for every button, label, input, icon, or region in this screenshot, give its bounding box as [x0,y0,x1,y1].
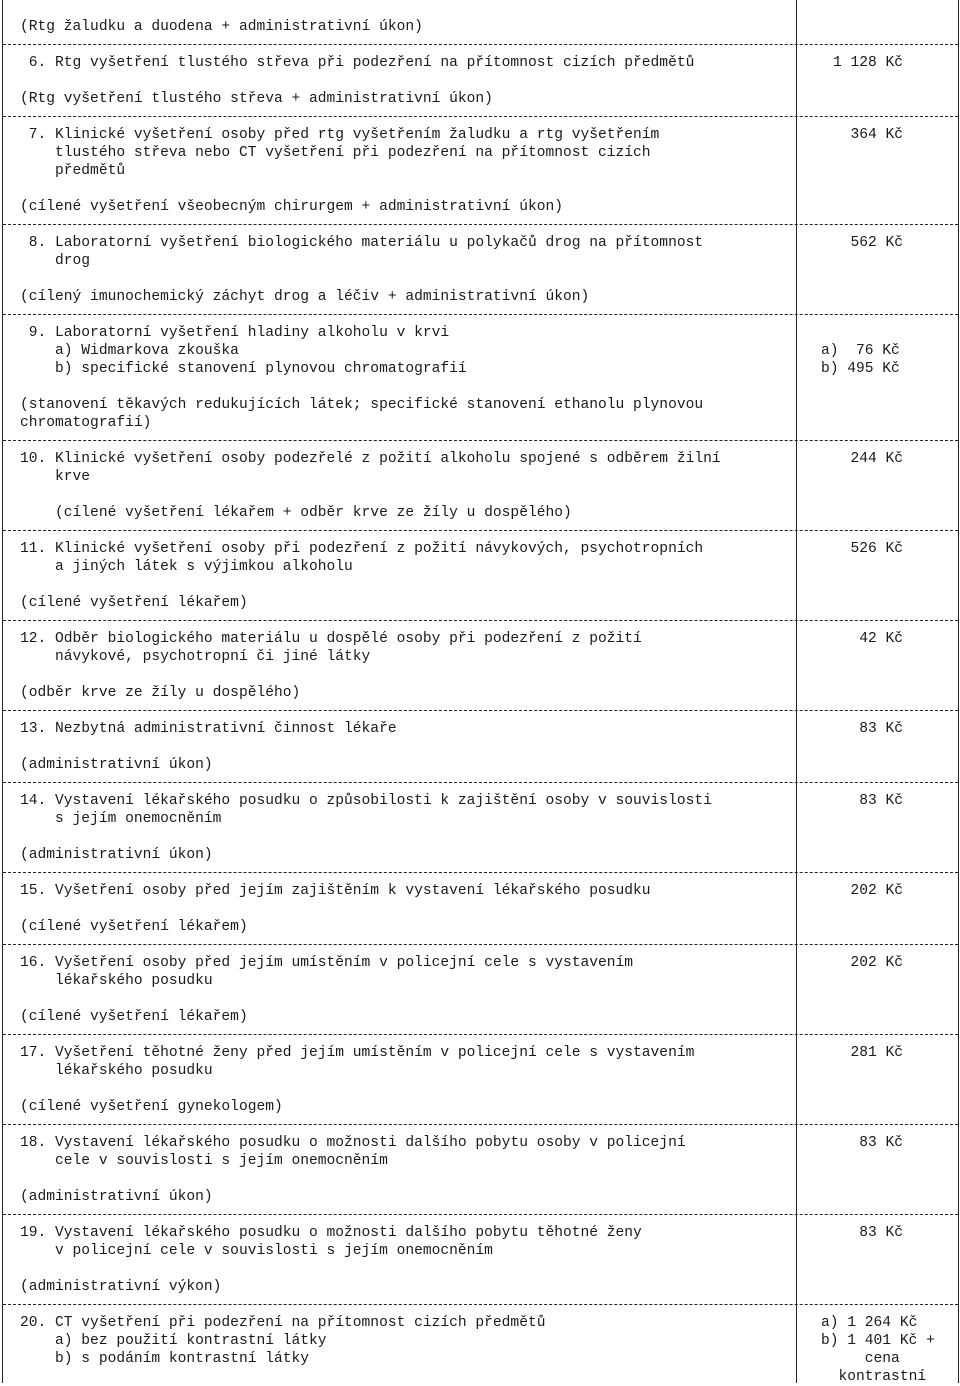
description-line: b) s podáním kontrastní látky [20,1351,310,1367]
item-description [20,1044,790,1116]
description-line: s jejím onemocněním [20,811,222,827]
description-line [20,738,790,756]
description-line: návykové, psychotropní či jiné látky [20,649,371,665]
item-price [803,792,953,810]
item-price [803,324,953,378]
column-divider [796,0,797,1383]
row-separator [3,782,958,783]
row-separator [3,1034,958,1035]
price-line: b) 1 401 Kč + [821,1333,935,1349]
price-line: b) 495 Kč [821,361,900,377]
description-line: 15. Vyšetření osoby před jejím zajištěním k vystavení lékařského posudku [20,883,651,899]
price-line: 83 Kč [859,721,903,737]
description-line [20,900,790,918]
price-line: 202 Kč [850,955,903,971]
price-line: 202 Kč [850,883,903,899]
item-price [803,720,953,738]
description-line: 8. Laboratorní vyšetření biologického materiálu u polykačů drog na přítomnost [20,235,704,251]
description-line [20,180,790,198]
row-separator [3,1124,958,1125]
description-line: (stanovení těkavých redukujících látek; specifické stanovení ethanolu plynovou [20,397,704,413]
description-line [20,1080,790,1098]
description-line: 10. Klinické vyšetření osoby podezřelé z požití alkoholu spojené s odběrem žilní [20,451,721,467]
description-line: krve [20,469,91,485]
item-description [20,324,790,432]
item-price [803,54,953,72]
description-line [20,270,790,288]
description-line: chromatografií) [20,415,152,431]
description-line: a) Widmarkova zkouška [20,343,239,359]
description-line [20,1260,790,1278]
item-price [803,1224,953,1242]
description-line: (odběr krve ze žíly u dospělého) [20,685,301,701]
description-line [20,828,790,846]
item-description [20,54,790,108]
item-description [20,954,790,1026]
item-description [20,792,790,864]
description-line: cele v souvislosti s jejím onemocněním [20,1153,388,1169]
description-line: 17. Vyšetření těhotné ženy před jejím umístěním v policejní cele s vystavením [20,1045,695,1061]
description-line [20,378,790,396]
item-description [20,720,790,774]
description-line [20,666,790,684]
description-line: (administrativní úkon) [20,757,213,773]
description-line: (administrativní úkon) [20,1189,213,1205]
description-line: (cílené vyšetření všeobecným chirurgem + administrativní úkon) [20,199,563,215]
description-line: v policejní cele v souvislosti s jejím onemocněním [20,1243,493,1259]
description-line: (cílené vyšetření lékařem) [20,595,248,611]
description-line: 14. Vystavení lékařského posudku o způsobilosti k zajištění osoby v souvislosti [20,793,712,809]
description-line: 12. Odběr biologického materiálu u dospělé osoby při podezření z požití [20,631,642,647]
item-price [803,1314,953,1386]
description-line: lékařského posudku [20,973,213,989]
price-line: kontrastní [821,1369,927,1385]
row-separator [3,116,958,117]
description-line [20,576,790,594]
description-line: 6. Rtg vyšetření tlustého střeva při podezření na přítomnost cizích předmětů [20,55,695,71]
price-line: 526 Kč [850,541,903,557]
price-line: 83 Kč [859,1135,903,1151]
item-price [803,126,953,144]
item-description [20,450,790,522]
description-line: 16. Vyšetření osoby před jejím umístěním v policejní cele s vystavením [20,955,634,971]
price-line: 244 Kč [850,451,903,467]
description-line: 7. Klinické vyšetření osoby před rtg vyšetřením žaludku a rtg vyšetřením [20,127,660,143]
item-price [803,630,953,648]
description-line: (Rtg vyšetření tlustého střeva + administrativní úkon) [20,91,493,107]
price-line: 83 Kč [859,1225,903,1241]
item-description [20,540,790,612]
price-line: 281 Kč [850,1045,903,1061]
price-line: 83 Kč [859,793,903,809]
item-description [20,1314,790,1368]
item-price [803,1134,953,1152]
description-line: 13. Nezbytná administrativní činnost lékaře [20,721,397,737]
row-separator [3,872,958,873]
row-separator [3,44,958,45]
row-separator [3,944,958,945]
row-separator [3,1304,958,1305]
description-line: lékařského posudku [20,1063,213,1079]
item-description [20,882,790,936]
description-line: b) specifické stanovení plynovou chromatografií [20,361,467,377]
item-description [20,1134,790,1206]
description-line: 9. Laboratorní vyšetření hladiny alkoholu v krvi [20,325,450,341]
row-separator [3,314,958,315]
description-line: 11. Klinické vyšetření osoby při podezření z požití návykových, psychotropních [20,541,704,557]
description-line: drog [20,253,91,269]
row-separator [3,530,958,531]
description-line: (cílené vyšetření lékařem) [20,1009,248,1025]
item-description [20,18,790,36]
item-description [20,630,790,702]
item-price [803,1044,953,1062]
price-line: a) 76 Kč [821,343,900,359]
description-line: 20. CT vyšetření při podezření na přítomnost cizích předmětů [20,1315,546,1331]
item-price [803,540,953,558]
description-line: (administrativní úkon) [20,847,213,863]
description-line: (cílené vyšetření lékařem) [20,919,248,935]
row-separator [3,620,958,621]
description-line: (cílený imunochemický záchyt drog a léčiv + administrativní úkon) [20,289,590,305]
description-line: předmětů [20,163,126,179]
description-line: (cílené vyšetření gynekologem) [20,1099,283,1115]
item-price [803,450,953,468]
price-line: a) 1 264 Kč [821,1315,918,1331]
price-line: 1 128 Kč [832,55,903,71]
item-description [20,126,790,216]
item-price [803,882,953,900]
price-line: 562 Kč [850,235,903,251]
description-line: (administrativní výkon) [20,1279,222,1295]
item-description [20,234,790,306]
price-list-table [2,0,959,1383]
description-line [20,486,790,504]
price-line [821,324,953,342]
description-line [20,1170,790,1188]
description-line: (cílené vyšetření lékařem + odběr krve ze žíly u dospělého) [20,505,572,521]
item-price [803,234,953,252]
row-separator [3,1214,958,1215]
item-price [803,954,953,972]
price-line: 364 Kč [850,127,903,143]
description-line [20,72,790,90]
description-line: (Rtg žaludku a duodena + administrativní úkon) [20,19,423,35]
item-description [20,1224,790,1296]
price-line: cena [821,1351,900,1367]
row-separator [3,710,958,711]
row-separator [3,224,958,225]
description-line: tlustého střeva nebo CT vyšetření při podezření na přítomnost cizích [20,145,651,161]
description-line: a) bez použití kontrastní látky [20,1333,327,1349]
description-line: 18. Vystavení lékařského posudku o možnosti dalšího pobytu osoby v policejní [20,1135,686,1151]
description-line: a jiných látek s výjimkou alkoholu [20,559,353,575]
row-separator [3,440,958,441]
description-line: 19. Vystavení lékařského posudku o možnosti dalšího pobytu těhotné ženy [20,1225,642,1241]
description-line [20,990,790,1008]
price-line: 42 Kč [859,631,903,647]
